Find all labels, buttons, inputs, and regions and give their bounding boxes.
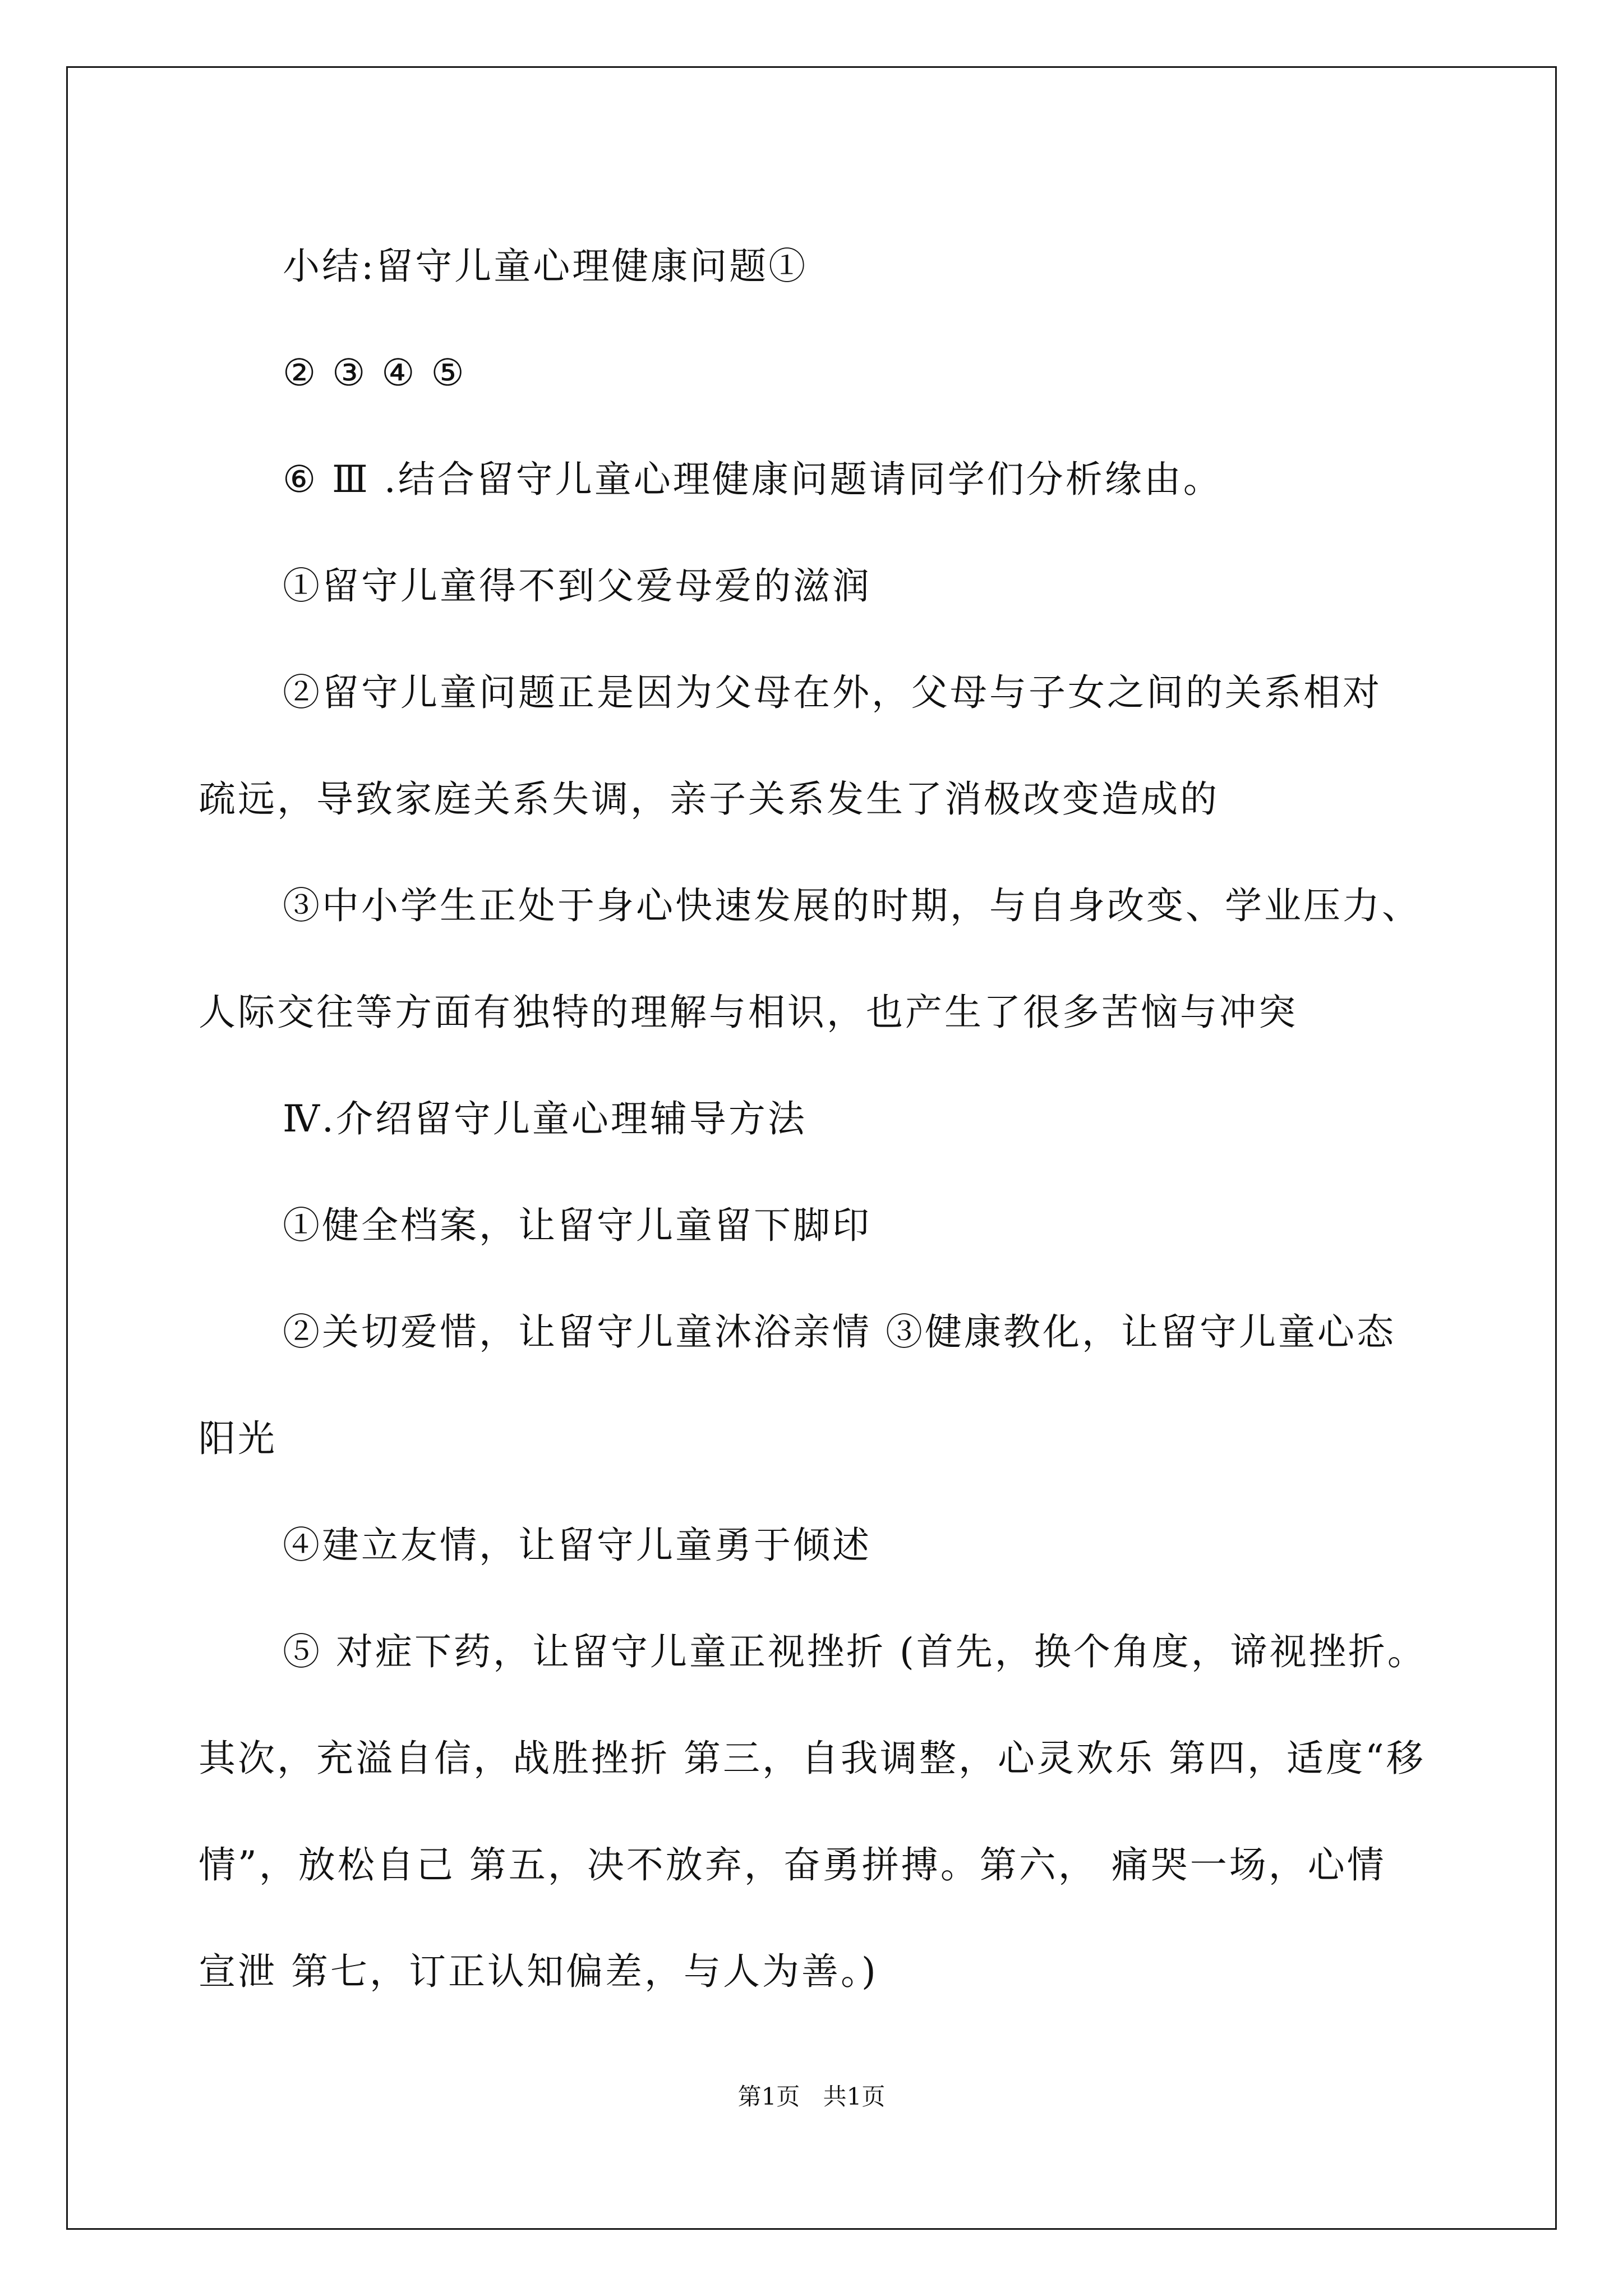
numbered-markers-line: ② ③ ④ ⑤: [283, 351, 467, 394]
method-item-5: ⑤ 对症下药，让留守儿童正视挫折 (首先，换个角度，谛视挫折。: [283, 1630, 1427, 1673]
section-iii-heading: ⑥ Ⅲ .结合留守儿童心理健康问题请同学们分析缘由。: [283, 458, 1223, 501]
page-footer: [0, 2080, 1623, 2114]
method-item-5-continued-3: 宣泄 第七，订正认知偏差，与人为善。): [199, 1950, 878, 1993]
section-iv-heading: Ⅳ.介绍留守儿童心理辅导方法: [283, 1097, 807, 1140]
cause-item-3: ③中小学生正处于身心快速发展的时期，与自身改变、学业压力、: [283, 884, 1421, 927]
page-number-current: 第1页: [737, 2083, 800, 2110]
document-body: [199, 213, 1472, 2025]
method-item-5-continued-1: 其次，充溢自信，战胜挫折 第三，自我调整，心灵欢乐 第四，适度“移: [199, 1737, 1426, 1780]
method-item-5-continued-2: 情”，放松自己 第五，决不放弃，奋勇拼搏。第六， 痛哭一场，心情: [199, 1843, 1386, 1887]
page-number-total: 共1页: [823, 2083, 886, 2110]
cause-item-3-continued: 人际交往等方面有独特的理解与相识，也产生了很多苦恼与冲突: [199, 991, 1298, 1034]
method-item-3-continued: 阳光: [199, 1417, 277, 1460]
method-item-4: ④建立友情，让留守儿童勇于倾述: [283, 1524, 872, 1567]
summary-line: 小结:留守儿童心理健康问题①: [283, 245, 808, 288]
method-items-2-3: ②关切爱惜，让留守儿童沐浴亲情 ③健康教化，让留守儿童心态: [283, 1310, 1396, 1354]
method-item-1: ①健全档案，让留守儿童留下脚印: [283, 1204, 872, 1247]
cause-item-2-continued: 疏远，导致家庭关系失调，亲子关系发生了消极改变造成的: [199, 777, 1219, 821]
cause-item-2: ②留守儿童问题正是因为父母在外，父母与子女之间的关系相对: [283, 671, 1382, 714]
cause-item-1: ①留守儿童得不到父爱母爱的滋润: [283, 564, 872, 608]
